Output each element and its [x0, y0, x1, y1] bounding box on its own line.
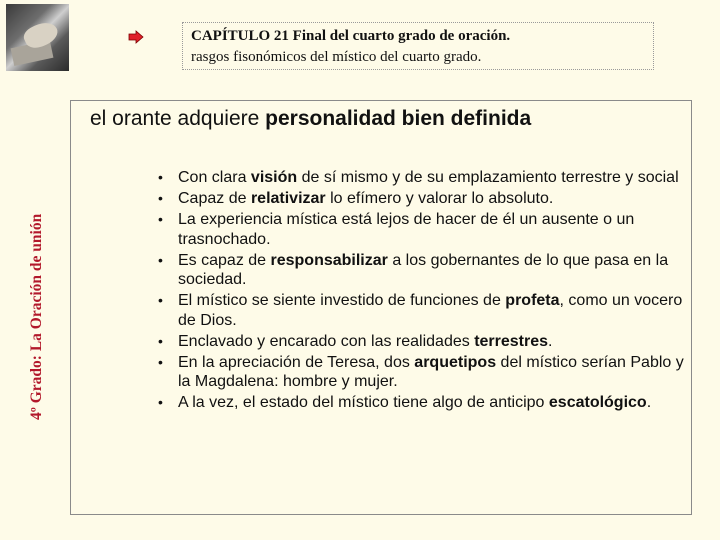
- bullet-text: Es capaz de: [178, 251, 271, 269]
- frame-bottom-line: [70, 514, 692, 515]
- bullet-emphasis: escatológico: [548, 394, 647, 411]
- section-heading-plain: el orante adquiere: [90, 107, 266, 130]
- bullet-text: .: [548, 332, 553, 350]
- frame-top-line: [70, 100, 692, 101]
- praying-photo: [6, 4, 69, 71]
- bullet-dot-icon: •: [158, 332, 163, 349]
- bullet-text: del místico serían Pablo y la Magdalena: hombre y mujer.: [178, 353, 684, 390]
- section-heading-bold: personalidad bien definida: [265, 107, 532, 130]
- bullet-dot-icon: •: [158, 353, 163, 370]
- side-vertical-title: 4º Grado: La Oración de unión: [28, 213, 45, 420]
- bullet-text: A la vez, el estado del místico tiene algo de anticipo: [178, 394, 549, 411]
- bullet-text: , como un vocero de Dios.: [178, 292, 683, 329]
- bullet-text: de sí mismo y de su emplazamiento terrestre y social: [297, 169, 679, 186]
- bullet-emphasis: responsabilizar: [270, 251, 388, 269]
- chapter-subtitle: rasgos fisonómicos del místico del cuarto grado.: [191, 49, 482, 65]
- chapter-title-box: [182, 22, 654, 70]
- bullet-text: Capaz de: [178, 190, 251, 207]
- bullet-emphasis: profeta: [505, 292, 560, 309]
- bullet-item: [156, 210, 691, 249]
- bullet-item: [156, 189, 691, 209]
- bullet-dot-icon: •: [158, 251, 163, 268]
- bullet-text: La experiencia mística está lejos de hacer de él un ausente o un trasnochado.: [178, 211, 635, 248]
- bullet-emphasis: relativizar: [250, 190, 326, 207]
- bullet-dot-icon: •: [158, 169, 163, 185]
- bullet-item: [156, 393, 691, 413]
- bullet-text: a los gobernantes de lo que pasa en la sociedad.: [178, 251, 669, 288]
- bullet-text: En la apreciación de Teresa, dos: [178, 353, 415, 371]
- bullet-text: lo efímero y valorar lo absoluto.: [325, 190, 554, 207]
- bullet-item: [156, 291, 691, 330]
- bullet-dot-icon: •: [158, 292, 163, 308]
- bullet-text: El místico se siente investido de funciones de: [178, 292, 506, 309]
- bullet-text: Enclavado y encarado con las realidades: [178, 332, 475, 350]
- bullet-item: [156, 332, 691, 352]
- frame-left-line: [70, 100, 71, 515]
- frame-right-line: [691, 100, 692, 515]
- bullet-emphasis: visión: [250, 169, 298, 186]
- bullet-dot-icon: •: [158, 190, 163, 206]
- bullet-emphasis: arquetipos: [414, 353, 497, 371]
- bullet-text: .: [646, 394, 652, 411]
- bullet-item: [156, 353, 691, 392]
- section-heading: [90, 107, 531, 131]
- bullet-emphasis: terrestres: [474, 332, 549, 350]
- bullet-list: [156, 168, 691, 414]
- bullet-dot-icon: •: [158, 211, 163, 227]
- bullet-item: [156, 168, 691, 188]
- bullet-item: [156, 251, 691, 290]
- bullet-dot-icon: •: [158, 394, 163, 410]
- bullet-text: Con clara: [178, 169, 251, 186]
- chapter-title: CAPÍTULO 21 Final del cuarto grado de oración.: [191, 28, 511, 44]
- arrow-right-icon: [128, 30, 144, 44]
